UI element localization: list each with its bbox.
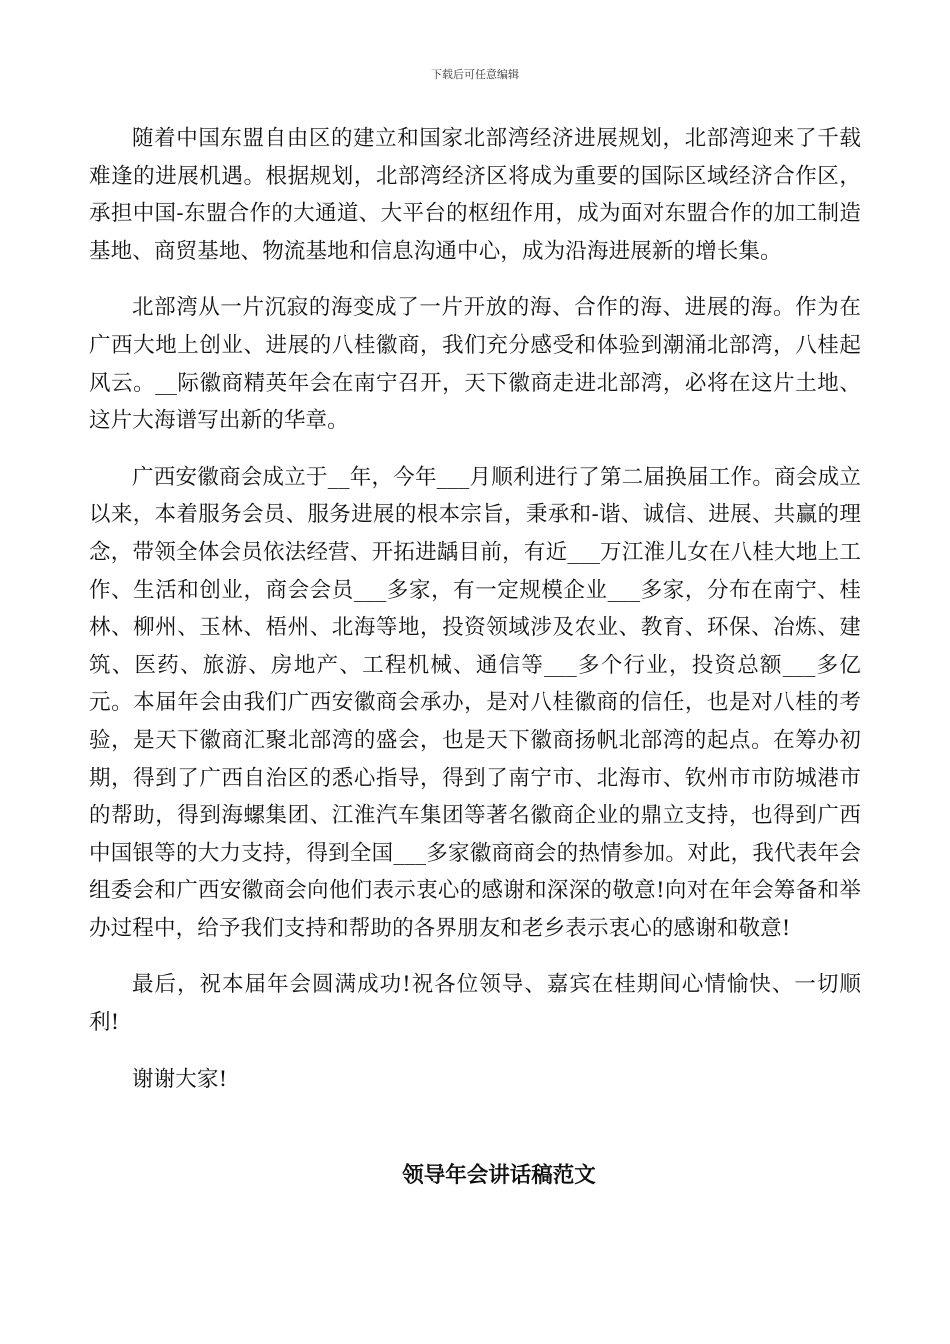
section-heading: 领导年会讲话稿范文 — [402, 1163, 596, 1188]
paragraph-1: 随着中国东盟自由区的建立和国家北部湾经济进展规划，北部湾迎来了千载难逢的进展机遇。根据规划，北部湾经济区将成为重要的国际区域经济合作区，承担中国-东盟合作的大通道、大平台的枢纽作用，成为面对东盟合作的加工制造基地、商贸基地、物流基地和信息沟通中心，成为沿海进展新的增长集。 — [89, 126, 861, 264]
paragraph-3: 广西安徽商会成立于__年，今年___月顺利进行了第二届换届工作。商会成立以来，本着服务会员、服务进展的根本宗旨，秉承和-谐、诚信、进展、共赢的理念，带领全体会员依法经营、开拓进龋目前，有近___万江淮儿女在八桂大地上工作、生活和创业，商会会员___多家，有一定规模企业___多家，分布在南宁、桂林、柳州、玉林、梧州、北海等地，投资领域涉及农业、教育、环保、冶炼、建筑、医药、旅游、房地产、工程机械、通信等___多个行业，投资总额___多亿元。本届年会由我们广西安徽商会承办，是对八桂徽商的信任，也是对八桂的考验，是天下徽商汇聚北部湾的盛会，也是天下徽商扬帆北部湾的起点。在筹办初期，得到了广西自治区的悉心指导，得到了南宁市、北海市、钦州市市防城港市的帮助，得到海螺集团、江淮汽车集团等著名徽商企业的鼎立支持，也得到广西中国银等的大力支持，得到全国___多家徽商商会的热情参加。对此，我代表年会组委会和广西安徽商会向他们表示衷心的感谢和深深的敬意!向对在年会筹备和举办过程中，给予我们支持和帮助的各界朋友和老乡表示衷心的感谢和敬意! — [89, 464, 861, 941]
paragraph-4: 最后，祝本届年会圆满成功!祝各位领导、嘉宾在桂期间心情愉快、一切顺利! — [89, 972, 861, 1036]
paragraph-2: 北部湾从一片沉寂的海变成了一片开放的海、合作的海、进展的海。作为在广西大地上创业、进展的八桂徽商，我们充分感受和体验到潮涌北部湾，八桂起风云。__际徽商精英年会在南宁召开，天下徽商走进北部湾，必将在这片土地、这片大海谱写出新的华章。 — [89, 295, 861, 434]
page-header-note: 下载后可任意编辑 — [431, 68, 519, 81]
paragraph-5: 谢谢大家! — [132, 1066, 228, 1092]
document-body — [89, 120, 861, 1117]
